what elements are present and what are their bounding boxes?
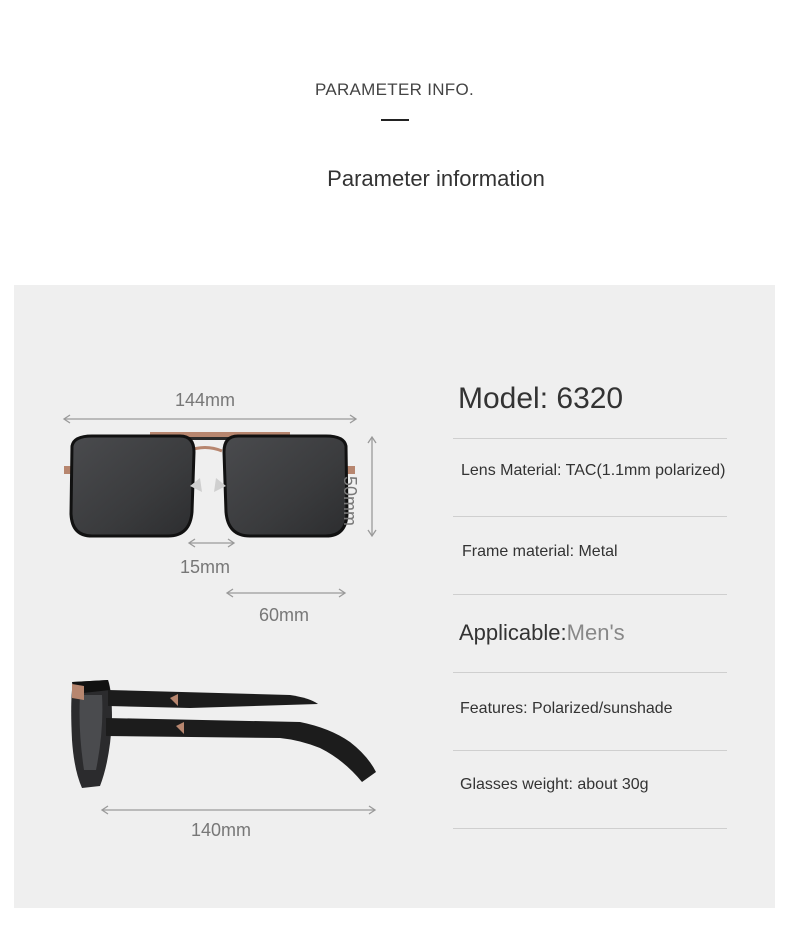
lens-width-label: 60mm [259, 605, 310, 625]
spec-divider [453, 594, 727, 595]
features: Features: Polarized/sunshade [460, 700, 673, 717]
spec-divider [453, 672, 727, 673]
applicable-label: Applicable: [459, 620, 567, 645]
total-width-label: 144mm [175, 390, 236, 410]
lens-height-label: 50mm [340, 476, 360, 527]
model-number: Model: 6320 [458, 382, 624, 415]
spec-divider [453, 438, 727, 439]
frame-material: Frame material: Metal [462, 543, 618, 560]
temple-length-label: 140mm [191, 820, 252, 840]
spec-divider [453, 516, 727, 517]
spec-divider [453, 828, 727, 829]
right-lens [224, 436, 347, 536]
left-lens [71, 436, 194, 536]
applicable-value: Men's [566, 620, 625, 645]
side-view-glasses [71, 680, 376, 788]
lens-material: Lens Material: TAC(1.1mm polarized) [461, 462, 726, 479]
front-view-glasses [64, 432, 355, 536]
section-eyebrow: PARAMETER INFO. [314, 80, 475, 99]
section-title: Parameter information [327, 166, 545, 191]
glasses-weight: Glasses weight: about 30g [460, 776, 649, 793]
spec-divider [453, 750, 727, 751]
applicable [459, 620, 625, 646]
bridge-width-label: 15mm [180, 557, 231, 577]
